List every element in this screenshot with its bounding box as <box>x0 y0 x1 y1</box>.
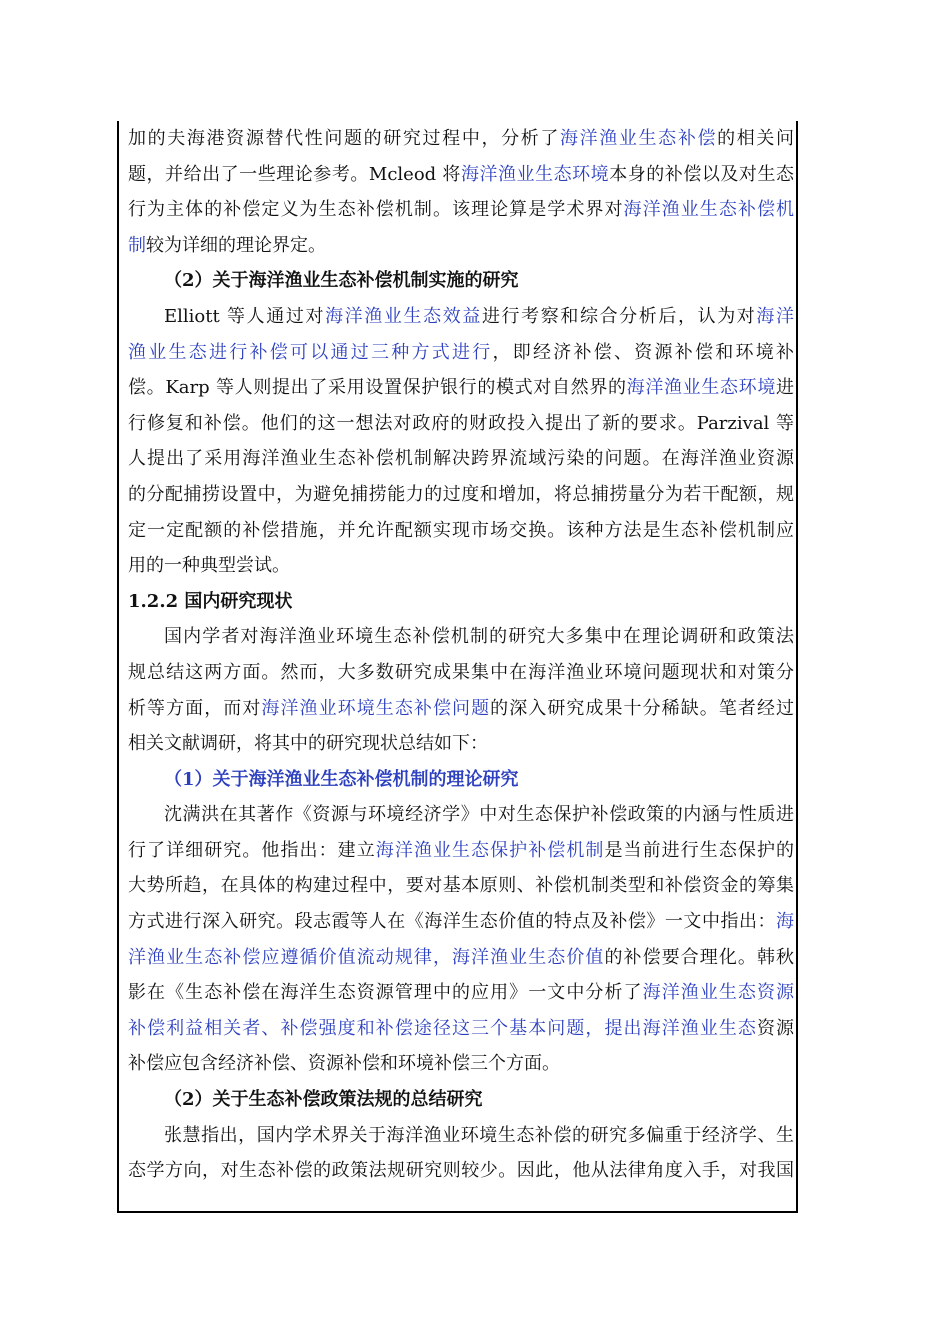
text-segment: 大势所趋，在具体的构建过程中，要对基本原则、补偿机制类型和补偿资金的筹集 <box>128 875 794 897</box>
highlighted-term: 海洋渔业生态补偿 <box>560 128 718 149</box>
text-line <box>128 335 794 371</box>
text-segment: 用的一种典型尝试。 <box>128 555 290 577</box>
text-segment: 的相关问 <box>717 128 795 149</box>
text-line <box>128 263 794 299</box>
highlighted-term: 海洋渔业生态效益 <box>325 305 482 327</box>
text-line <box>128 157 794 193</box>
text-line <box>128 121 794 157</box>
section-heading <box>128 584 794 620</box>
text-line <box>128 548 794 584</box>
text-segment: 较为详细的理论界定。 <box>146 234 326 256</box>
paragraph <box>128 619 794 761</box>
document-body <box>128 121 794 1189</box>
highlighted-term: 海洋渔业生态环境 <box>626 377 776 399</box>
text-segment: 是当前进行生态保护的 <box>604 839 795 861</box>
text-line <box>128 975 794 1011</box>
highlighted-term: 海洋渔业生态补偿机 <box>623 199 795 221</box>
text-segment: 定一定配额的补偿措施，并允许配额实现市场交换。该种方法是生态补偿机制应 <box>128 519 794 541</box>
paragraph <box>128 1118 794 1189</box>
text-line <box>128 1118 794 1154</box>
highlighted-term: （1）关于海洋渔业生态补偿机制的理论研究 <box>164 768 519 790</box>
text-segment: 进行考察和综合分析后，认为对 <box>481 305 757 327</box>
text-line <box>128 1153 794 1189</box>
text-segment: 影在《生态补偿在海洋生态资源管理中的应用》一文中分析了 <box>128 982 643 1004</box>
text-line <box>128 441 794 477</box>
text-segment: Elliott 等人通过对 <box>164 305 326 327</box>
text-line <box>128 619 794 655</box>
text-segment: 加的夫海港资源替代性问题的研究过程中，分析了 <box>128 128 560 149</box>
text-segment: 张慧指出，国内学术界关于海洋渔业环境生态补偿的研究多偏重于经济学、生 <box>164 1124 794 1146</box>
text-segment: （2）关于生态补偿政策法规的总结研究 <box>164 1089 483 1111</box>
text-line <box>128 584 794 620</box>
text-segment: 本身的补偿以及对生态 <box>609 163 794 185</box>
text-segment: 资源 <box>756 1017 795 1039</box>
highlighted-term: 海洋渔业生态环境 <box>460 163 610 185</box>
text-segment: 沈满洪在其著作《资源与环境经济学》中对生态保护补偿政策的内涵与性质进 <box>164 804 794 826</box>
text-segment: 人提出了采用海洋渔业生态补偿机制解决跨界流域污染的问题。在海洋渔业资源 <box>128 448 794 470</box>
paragraph <box>128 797 794 1082</box>
text-line <box>128 1011 794 1047</box>
text-segment: 的分配捕捞设置中，为避免捕捞能力的过度和增加，将总捕捞量分为若干配额，规 <box>128 483 794 505</box>
section-heading <box>128 1082 794 1118</box>
text-line <box>128 406 794 442</box>
text-segment: 行为主体的补偿定义为生态补偿机制。该理论算是学术界对 <box>128 199 624 221</box>
text-segment: 规总结这两方面。然而，大多数研究成果集中在海洋渔业环境问题现状和对策分 <box>128 661 794 683</box>
text-segment: 补偿应包含经济补偿、资源补偿和环境补偿三个方面。 <box>128 1053 560 1075</box>
text-line <box>128 726 794 762</box>
highlighted-term: 制 <box>128 234 146 256</box>
text-line <box>128 868 794 904</box>
text-line <box>128 299 794 335</box>
paragraph <box>128 121 794 263</box>
text-segment: 的深入研究成果十分稀缺。笔者经过 <box>490 697 795 719</box>
text-line <box>128 370 794 406</box>
text-segment: 析等方面，而对 <box>128 697 262 719</box>
text-line <box>128 762 794 798</box>
text-line <box>128 513 794 549</box>
text-segment: 方式进行深入研究。段志霞等人在《海洋生态价值的特点及补偿》一文中指出： <box>128 911 776 933</box>
text-segment: 1.2.2 国内研究现状 <box>128 590 293 612</box>
text-segment: 的补偿要合理化。韩秋 <box>604 946 794 968</box>
text-line <box>128 477 794 513</box>
text-segment: 行了详细研究。他指出：建立 <box>128 839 376 861</box>
section-heading <box>128 263 794 299</box>
text-line <box>128 940 794 976</box>
text-line <box>128 797 794 833</box>
paragraph <box>128 299 794 584</box>
text-line <box>128 1046 794 1082</box>
text-segment: 偿。Karp 等人则提出了采用设置保护银行的模式对自然界的 <box>128 377 627 399</box>
text-line <box>128 691 794 727</box>
text-segment: ，即经济补偿、资源补偿和环境补 <box>492 341 794 363</box>
highlighted-term: 渔业生态进行补偿可以通过三种方式进行 <box>128 341 493 363</box>
text-line <box>128 655 794 691</box>
highlighted-term: 洋渔业生态补偿应遵循价值流动规律，海洋渔业生态价值 <box>128 946 605 968</box>
highlighted-term: 海洋渔业生态保护补偿机制 <box>375 839 605 861</box>
text-line <box>128 1082 794 1118</box>
section-heading <box>128 762 794 798</box>
highlighted-term: 海 <box>776 911 794 933</box>
highlighted-term: 海洋 <box>756 305 795 327</box>
text-line <box>128 192 794 228</box>
highlighted-term: 补偿利益相关者、补偿强度和补偿途径这三个基本问题，提出海洋渔业生态 <box>128 1017 757 1039</box>
text-line <box>128 833 794 869</box>
text-line <box>128 228 794 264</box>
text-segment: 态学方向，对生态补偿的政策法规研究则较少。因此，他从法律角度入手，对我国 <box>128 1160 794 1182</box>
text-line <box>128 904 794 940</box>
highlighted-term: 海洋渔业环境生态补偿问题 <box>261 697 491 719</box>
text-segment: 国内学者对海洋渔业环境生态补偿机制的研究大多集中在理论调研和政策法 <box>164 626 794 648</box>
text-segment: （2）关于海洋渔业生态补偿机制实施的研究 <box>164 270 519 292</box>
text-segment: 进 <box>776 377 794 399</box>
text-segment: 题，并给出了一些理论参考。Mcleod 将 <box>128 163 461 185</box>
text-segment: 行修复和补偿。他们的这一想法对政府的财政投入提出了新的要求。Parzival 等 <box>128 412 794 434</box>
highlighted-term: 海洋渔业生态资源 <box>642 982 795 1004</box>
text-segment: 相关文献调研，将其中的研究现状总结如下： <box>128 733 488 755</box>
